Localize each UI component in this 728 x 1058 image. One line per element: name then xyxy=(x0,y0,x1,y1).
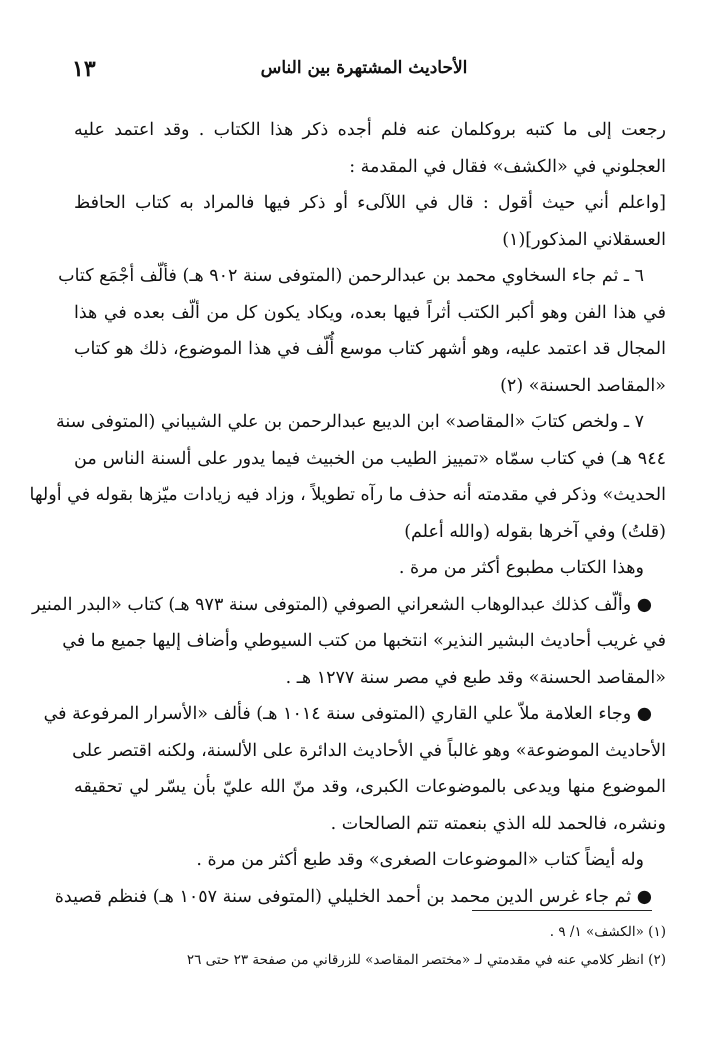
text-line: «المقاصد الحسنة» وقد طبع في مصر سنة ١٢٧٧ هـ . xyxy=(285,667,666,688)
text-line: ٧ ـ ولخص كتابَ «المقاصد» ابن الديبع عبدالرحمن بن علي الشيباني (المتوفى سنة xyxy=(56,412,644,432)
text-line: العجلوني في «الكشف» فقال في المقدمة : xyxy=(349,156,666,177)
footnote-divider xyxy=(472,910,652,911)
text-line: المجال قد اعتمد عليه، وهو أشهر كتاب موسع أُلّف في هذا الموضوع، ذلك هو كتاب xyxy=(74,339,666,359)
footnotes xyxy=(74,918,666,974)
running-title: الأحاديث المشتهرة بين الناس xyxy=(260,58,468,78)
text-line: الحديث» وذكر في مقدمته أنه حذف ما رآه تطويلاً ، وزاد فيه زيادات ميّزها بقوله في أولها xyxy=(29,485,666,505)
text-line: في غريب أحاديث البشير النذير» انتخبها من كتب السيوطي وأضاف إليها جميع ما في xyxy=(62,631,666,651)
text-line: ونشره، فالحمد لله الذي بنعمته تتم الصالحات . xyxy=(330,813,666,834)
text-line: العسقلاني المذكور](١) xyxy=(502,229,666,250)
text-line: ● ثم جاء غرس الدين محمد بن أحمد الخليلي (المتوفى سنة ١٠٥٧ هـ) فنظم قصيدة xyxy=(54,886,652,907)
text-line: ٩٤٤ هـ) في كتاب سمّاه «تمييز الطيب من الخبيث فيما يدور على ألسنة الناس من xyxy=(74,448,666,469)
text-line: [واعلم أني حيث أقول : قال في اللآلىء أو ذكر فيها فالمراد به كتاب الحافظ xyxy=(74,193,666,213)
text-line: ٦ ـ ثم جاء السخاوي محمد بن عبدالرحمن (المتوفى سنة ٩٠٢ هـ) فألّف أجْمَع كتاب xyxy=(58,266,644,286)
text-line: الأحاديث الموضوعة» وهو غالباً في الأحاديث الدائرة على الألسنة، ولكنه اقتصر على xyxy=(72,740,666,761)
text-line: ● وجاء العلامة ملاّ علي القاري (المتوفى سنة ١٠١٤ هـ) فألف «الأسرار المرفوعة في xyxy=(43,704,652,724)
text-line: (قلتُ) وفي آخرها بقوله (والله أعلم) xyxy=(404,521,666,542)
text-line: رجعت إلى ما كتبه بروكلمان عنه فلم أجده ذكر هذا الكتاب . وقد اعتمد عليه xyxy=(74,120,666,140)
text-line: وهذا الكتاب مطبوع أكثر من مرة . xyxy=(398,558,644,578)
text-line: «المقاصد الحسنة» (٢) xyxy=(500,375,666,396)
text-line: وله أيضاً كتاب «الموضوعات الصغرى» وقد طبع أكثر من مرة . xyxy=(196,850,644,870)
footnote: (١) «الكشف» ١/ ٩ . xyxy=(549,924,666,940)
body-text xyxy=(29,112,666,915)
footnote: (٢) انظر كلامي عنه في مقدمتي لـ «مختصر المقاصد» للزرقاني من صفحة ٢٣ حتى ٢٦ xyxy=(186,952,666,968)
text-line: في هذا الفن وهو أكبر الكتب أثراً فيها بعده، ويكاد يكون كل من ألّف بعده في هذا xyxy=(74,302,666,323)
text-line: ● وألّف كذلك عبدالوهاب الشعراني الصوفي (المتوفى سنة ٩٧٣ هـ) كتاب «البدر المنير xyxy=(31,594,652,615)
page-number: ١٣ xyxy=(72,56,96,82)
text-line: الموضوع منها ويدعى بالموضوعات الكبرى، وقد منّ الله عليّ بأن يسّر لي تحقيقه xyxy=(74,777,666,797)
